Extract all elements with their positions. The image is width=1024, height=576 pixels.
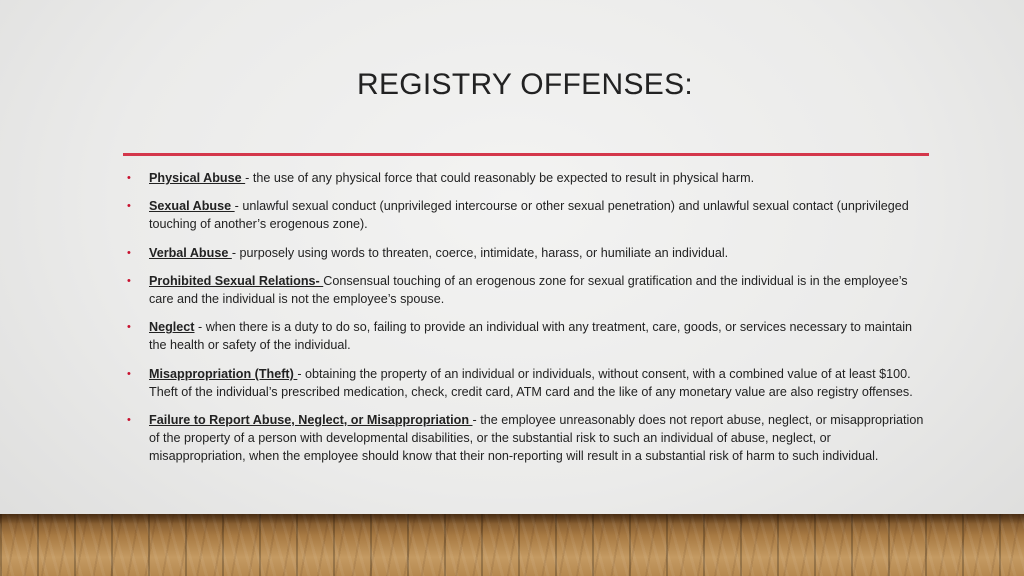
definition-text: - obtaining the property of an individual or individuals, without consent, with a combined value of at least $100. Theft of the individual’s prescribed medication, check, credit card, ATM card and the like of any monetary value are also registry offenses. (149, 366, 913, 399)
bullet-icon: • (127, 200, 131, 213)
list-item-failure-to-report (127, 411, 927, 466)
list-item-verbal-abuse (127, 244, 927, 262)
list-item-misappropriation (127, 365, 927, 401)
bullet-icon: • (127, 274, 131, 287)
definition-text: - the use of any physical force that could reasonably be expected to result in physical harm. (245, 171, 755, 185)
term-label: Failure to Report Abuse, Neglect, or Misappropriation (149, 413, 473, 428)
title-divider (123, 153, 929, 156)
term-label: Sexual Abuse (149, 199, 235, 214)
bullet-icon: • (127, 246, 131, 259)
slide-title: REGISTRY OFFENSES: (356, 68, 694, 101)
list-item-sexual-abuse (127, 197, 927, 233)
definition-text: - the employee unreasonably does not report abuse, neglect, or misappropriation of the property of a person with developmental disabilities, or the substantial risk to such an individual of abuse, neglect, or misappropriation, when the employee should know that their non-reporting will result in a substantial risk of harm to such individual. (149, 413, 924, 464)
term-label: Neglect (149, 320, 195, 335)
definition-text: Consensual touching of an erogenous zone for sexual gratification and the individual is in the employee’s care and the individual is not the employee’s spouse. (149, 273, 908, 307)
bullet-icon: • (127, 367, 131, 380)
list-item-neglect (127, 318, 927, 354)
definition-text: - unlawful sexual conduct (unprivileged intercourse or other sexual penetration) and unlawful sexual contact (unprivileged touching of another’s erogenous zone). (149, 199, 909, 232)
bullet-icon: • (127, 172, 131, 184)
offense-list (127, 159, 927, 466)
term-label: Prohibited Sexual Relations- (149, 273, 324, 288)
term-label: Verbal Abuse (149, 245, 232, 260)
bullet-icon: • (127, 321, 131, 334)
term-label: Misappropriation (Theft) (149, 366, 298, 381)
term-label: Physical Abuse (149, 171, 246, 185)
bullet-icon: • (127, 414, 131, 427)
floor-edge-shadow (0, 514, 1024, 524)
definition-text: - when there is a duty to do so, failing to provide an individual with any treatment, care, goods, or services necessary to maintain the health or safety of the individual. (149, 320, 913, 353)
definition-text: - purposely using words to threaten, coerce, intimidate, harass, or humiliate an individual. (231, 245, 729, 260)
list-item-prohibited-sexual-relations (127, 272, 927, 308)
wood-floor-decoration (0, 514, 1024, 576)
list-item-physical-abuse (127, 169, 927, 187)
